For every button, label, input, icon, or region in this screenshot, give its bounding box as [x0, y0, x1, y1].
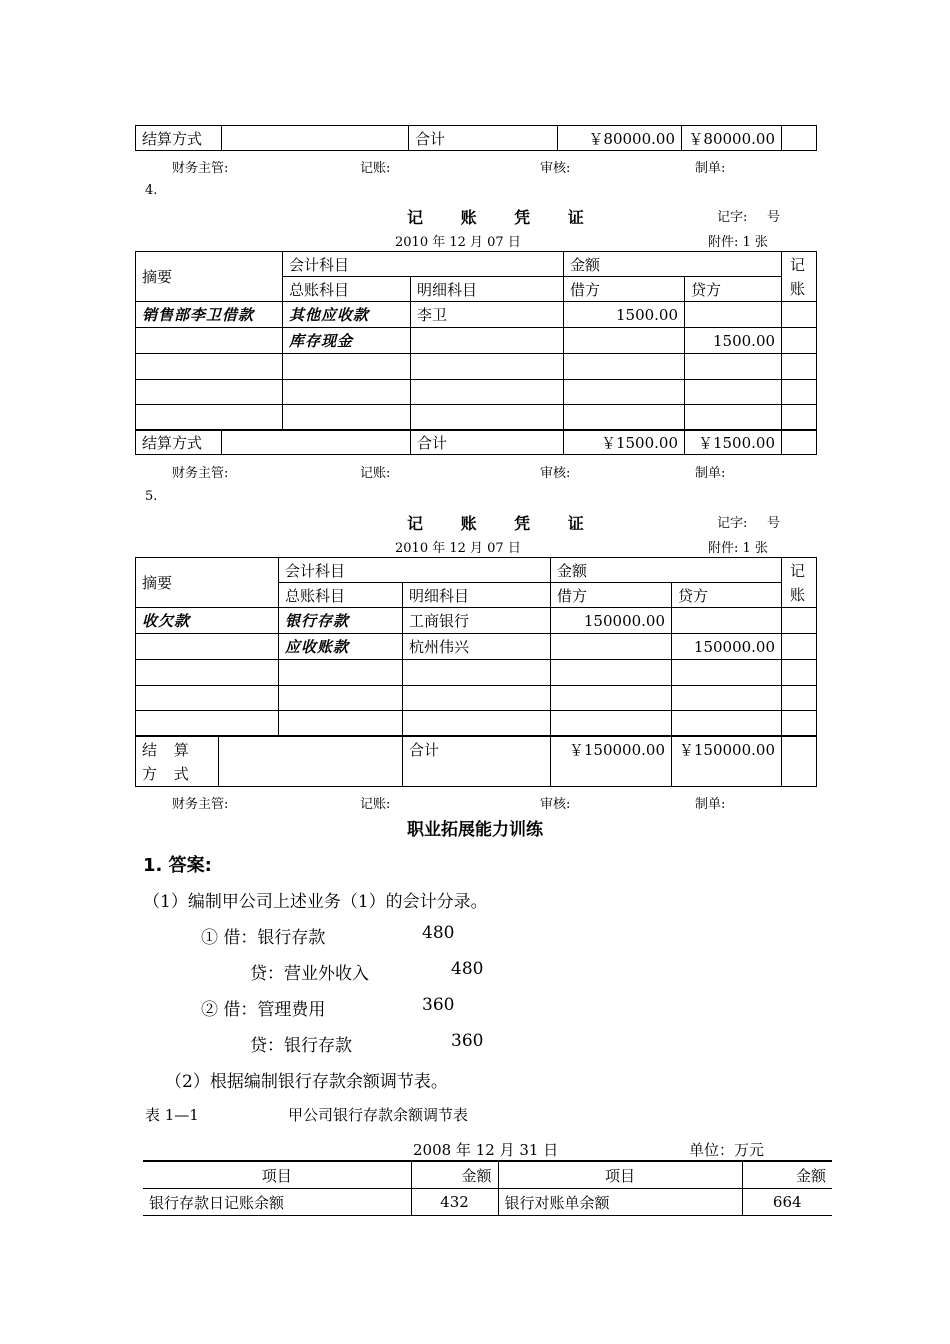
question-1: （1）编制甲公司上述业务（1）的会计分录。: [143, 892, 488, 912]
entry-label: ① 借：银行存款: [201, 928, 326, 948]
entry-amount: 360: [451, 1031, 484, 1051]
recon-cell: 银行对账单余额: [498, 1189, 742, 1216]
entry-label: ② 借：管理费用: [201, 1000, 326, 1020]
empty-row: [136, 354, 817, 380]
table-title: 甲公司银行存款余额调节表: [288, 1106, 469, 1124]
header-general: 总账科目: [283, 277, 411, 302]
total-label: 合计: [411, 430, 564, 455]
row-credit: 1500.00: [685, 328, 782, 354]
header-summary: 摘要: [136, 558, 279, 608]
sig-preparer: 制单:: [695, 161, 726, 176]
voucher-no-label: 号: [767, 516, 781, 531]
row-general: 应收账款: [279, 634, 403, 660]
voucher-number: 4.: [145, 183, 158, 198]
table-row: [143, 1189, 832, 1216]
voucher-word-label: 记字:: [717, 516, 748, 531]
entry-label: 贷：营业外收入: [250, 964, 369, 984]
row-summary: 收欠款: [136, 608, 279, 634]
empty-row: [136, 711, 817, 737]
row-detail: 李卫: [411, 302, 564, 328]
row-general: 银行存款: [279, 608, 403, 634]
row-posted: [782, 302, 817, 328]
header-general: 总账科目: [279, 583, 403, 608]
sig-supervisor: 财务主管:: [172, 797, 229, 812]
top-partial-voucher: [135, 125, 817, 151]
row-detail: 杭州伟兴: [403, 634, 551, 660]
entry-amount: 480: [422, 923, 455, 943]
row-debit: [564, 328, 685, 354]
row-detail: [411, 328, 564, 354]
sig-auditor: 审核:: [540, 161, 571, 176]
row-debit: [551, 634, 672, 660]
voucher-title: 记 账 凭 证: [407, 514, 600, 533]
voucher-date: 2010 年 12 月 07 日: [395, 541, 521, 556]
voucher-no-label: 号: [767, 210, 781, 225]
entry-amount: 360: [422, 995, 455, 1015]
voucher-number: 5.: [145, 489, 158, 504]
debit-total: ￥150000.00: [551, 736, 672, 787]
row-credit: 150000.00: [672, 634, 782, 660]
table-unit: 单位：万元: [689, 1141, 765, 1159]
row-summary: [136, 328, 283, 354]
sig-auditor: 审核:: [540, 466, 571, 481]
row-posted: [782, 608, 817, 634]
reconciliation-table: [143, 1160, 832, 1216]
row-detail: 工商银行: [403, 608, 551, 634]
settlement-value: [222, 430, 411, 455]
row-posted: [782, 634, 817, 660]
row-credit: [672, 608, 782, 634]
sig-supervisor: 财务主管:: [172, 466, 229, 481]
sig-preparer: 制单:: [695, 466, 726, 481]
recon-header-amount: 金额: [411, 1161, 498, 1189]
settlement-value: [222, 126, 409, 151]
sig-bookkeeper: 记账:: [360, 797, 391, 812]
row-summary: 销售部李卫借款: [136, 302, 283, 328]
header-debit: 借方: [564, 277, 685, 302]
posted-cell: [782, 430, 817, 455]
posted-cell: [782, 736, 817, 787]
header-credit: 贷方: [672, 583, 782, 608]
credit-total: ￥150000.00: [672, 736, 782, 787]
sig-bookkeeper: 记账:: [360, 466, 391, 481]
credit-total: ￥80000.00: [682, 126, 782, 151]
settlement-value: [219, 736, 403, 787]
header-posted: 记账: [782, 252, 817, 302]
answer-heading: 1. 答案:: [143, 855, 212, 876]
sig-supervisor: 财务主管:: [172, 161, 229, 176]
row-summary: [136, 634, 279, 660]
sig-preparer: 制单:: [695, 797, 726, 812]
credit-total: ￥1500.00: [685, 430, 782, 455]
header-detail: 明细科目: [403, 583, 551, 608]
entry-label: 贷：银行存款: [250, 1036, 352, 1056]
voucher-word-label: 记字:: [717, 210, 748, 225]
recon-header-item: 项目: [143, 1161, 411, 1189]
table-label: 表 1—1: [145, 1106, 199, 1124]
row-posted: [782, 328, 817, 354]
voucher-table: [135, 251, 817, 431]
total-label: 合计: [403, 736, 551, 787]
recon-cell: 432: [411, 1189, 498, 1216]
voucher-attach: 附件: 1 张: [708, 541, 768, 556]
sig-bookkeeper: 记账:: [360, 161, 391, 176]
voucher-total-row: [135, 429, 817, 455]
settlement-label: 结算方式: [136, 126, 222, 151]
voucher-total-row: [135, 735, 817, 787]
row-general: 库存现金: [283, 328, 411, 354]
empty-row: [136, 660, 817, 686]
header-amount: 金额: [551, 558, 782, 583]
recon-header-amount: 金额: [742, 1161, 832, 1189]
recon-cell: 银行存款日记账余额: [143, 1189, 411, 1216]
header-amount: 金额: [564, 252, 782, 277]
header-account: 会计科目: [279, 558, 551, 583]
voucher-attach: 附件: 1 张: [708, 235, 768, 250]
debit-total: ￥1500.00: [564, 430, 685, 455]
header-detail: 明细科目: [411, 277, 564, 302]
settlement-label: 结算方式: [136, 430, 222, 455]
header-account: 会计科目: [283, 252, 564, 277]
row-debit: 1500.00: [564, 302, 685, 328]
settlement-label: 结 算 方 式: [136, 736, 219, 787]
table-date: 2008 年 12 月 31 日: [413, 1141, 559, 1159]
row-general: 其他应收款: [283, 302, 411, 328]
voucher-date: 2010 年 12 月 07 日: [395, 235, 521, 250]
empty-row: [136, 686, 817, 711]
header-credit: 贷方: [685, 277, 782, 302]
header-summary: 摘要: [136, 252, 283, 302]
debit-total: ￥80000.00: [558, 126, 682, 151]
recon-cell: 664: [742, 1189, 832, 1216]
row-credit: [685, 302, 782, 328]
row-debit: 150000.00: [551, 608, 672, 634]
header-debit: 借方: [551, 583, 672, 608]
voucher-table: [135, 557, 817, 737]
recon-header-item: 项目: [498, 1161, 742, 1189]
posted-cell: [782, 126, 817, 151]
header-posted: 记账: [782, 558, 817, 608]
sig-auditor: 审核:: [540, 797, 571, 812]
empty-row: [136, 380, 817, 405]
entry-amount: 480: [451, 959, 484, 979]
empty-row: [136, 405, 817, 431]
voucher-title: 记 账 凭 证: [407, 208, 600, 227]
question-2: （2）根据编制银行存款余额调节表。: [165, 1072, 448, 1092]
total-label: 合计: [409, 126, 558, 151]
section-title: 职业拓展能力训练: [407, 820, 543, 840]
